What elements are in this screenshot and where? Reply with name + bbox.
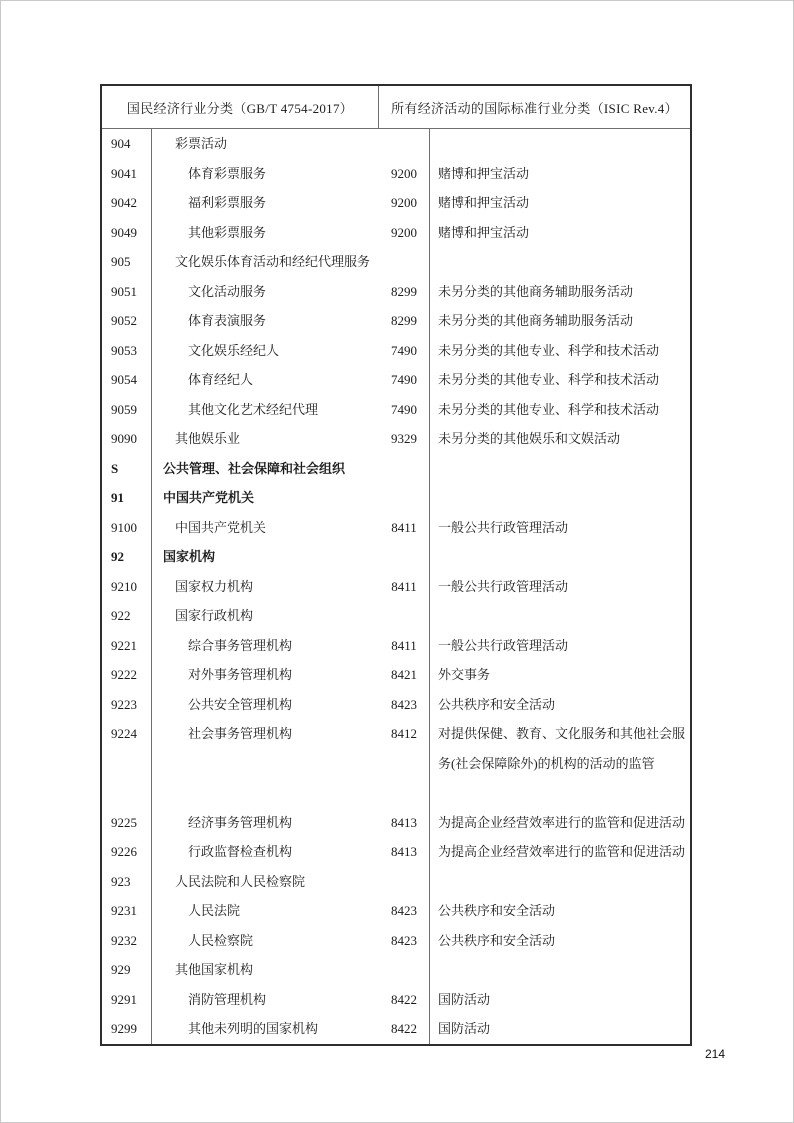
isic-name-cell: 未另分类的其他专业、科学和技术活动 <box>438 401 660 417</box>
isic-name-cell <box>430 867 690 897</box>
table-row <box>102 424 690 454</box>
gb-name-cell: 国家行政机构 <box>175 608 254 623</box>
gb-name-cell: 彩票活动 <box>175 136 228 151</box>
isic-name-cell: 赌博和押宝活动 <box>438 195 530 210</box>
table-row <box>102 513 690 543</box>
gb-code-cell: 9059 <box>102 395 152 425</box>
isic-code-cell <box>379 867 430 897</box>
gb-name-cell: 其他未列明的国家机构 <box>188 1021 319 1036</box>
isic-code-cell: 9200 <box>379 188 430 218</box>
table-row <box>102 896 690 926</box>
gb-code-cell: 9090 <box>102 424 152 454</box>
table-row <box>102 719 690 808</box>
gb-name-cell: 社会事务管理机构 <box>188 726 293 741</box>
gb-code-cell: 9051 <box>102 277 152 307</box>
table-row <box>102 985 690 1015</box>
table-row <box>102 837 690 867</box>
table-row <box>102 247 690 277</box>
table-row <box>102 926 690 956</box>
gb-name-cell: 公共安全管理机构 <box>188 696 293 712</box>
isic-name-cell <box>430 483 690 513</box>
isic-code-cell: 8411 <box>379 572 430 602</box>
isic-name-cell: 国防活动 <box>438 1021 491 1036</box>
gb-name-cell: 行政监督检查机构 <box>188 844 293 859</box>
table-row <box>102 129 690 159</box>
table-row <box>102 867 690 897</box>
isic-code-cell: 8299 <box>379 306 430 336</box>
table-row <box>102 188 690 218</box>
gb-name-cell: 对外事务管理机构 <box>188 667 293 682</box>
isic-code-cell <box>379 247 430 277</box>
table-row <box>102 690 690 720</box>
header-isic-classification: 所有经济活动的国际标准行业分类（ISIC Rev.4） <box>391 100 678 116</box>
table-row <box>102 542 690 572</box>
isic-code-cell <box>379 454 430 484</box>
gb-code-cell: 905 <box>102 247 152 277</box>
isic-name-cell: 外交事务 <box>438 667 491 682</box>
isic-name-cell: 一般公共行政管理活动 <box>438 578 569 594</box>
isic-name-cell: 未另分类的其他商务辅助服务活动 <box>438 283 634 299</box>
isic-code-cell: 8422 <box>379 1014 430 1044</box>
isic-code-cell: 8411 <box>379 631 430 661</box>
classification-table <box>100 84 692 1046</box>
gb-code-cell: 9210 <box>102 572 152 602</box>
isic-name-cell: 未另分类的其他商务辅助服务活动 <box>438 313 634 328</box>
gb-code-cell: 923 <box>102 867 152 897</box>
gb-code-cell: 9224 <box>102 719 152 808</box>
isic-code-cell: 8299 <box>379 277 430 307</box>
header-gbt-classification: 国民经济行业分类（GB/T 4754-2017） <box>102 86 379 128</box>
gb-code-cell: 9054 <box>102 365 152 395</box>
isic-name-cell: 公共秩序和安全活动 <box>438 903 556 918</box>
table-row <box>102 1014 690 1044</box>
gb-name-cell: 其他文化艺术经纪代理 <box>188 401 319 417</box>
table-row <box>102 572 690 602</box>
gb-code-cell: 9052 <box>102 306 152 336</box>
table-row <box>102 955 690 985</box>
table-row <box>102 483 690 513</box>
isic-code-cell: 7490 <box>379 395 430 425</box>
gb-name-cell: 其他彩票服务 <box>188 224 267 240</box>
gb-code-cell: 9225 <box>102 808 152 838</box>
table-row <box>102 159 690 189</box>
gb-name-cell: 体育表演服务 <box>188 313 267 328</box>
table-row <box>102 808 690 838</box>
isic-code-cell <box>379 129 430 159</box>
isic-code-cell: 8411 <box>379 513 430 543</box>
gb-name-cell: 中国共产党机关 <box>163 490 255 505</box>
gb-code-cell: 9053 <box>102 336 152 366</box>
gb-code-cell: 9226 <box>102 837 152 867</box>
gb-code-cell: 904 <box>102 129 152 159</box>
gb-name-cell: 文化娱乐经纪人 <box>188 342 280 358</box>
isic-code-cell <box>379 955 430 985</box>
gb-code-cell: 9232 <box>102 926 152 956</box>
gb-code-cell: 92 <box>102 542 152 572</box>
gb-code-cell: 9041 <box>102 159 152 189</box>
gb-code-cell: 9049 <box>102 218 152 248</box>
table-row <box>102 601 690 631</box>
isic-name-cell: 赌博和押宝活动 <box>438 165 530 181</box>
table-row <box>102 395 690 425</box>
gb-code-cell: 929 <box>102 955 152 985</box>
gb-code-cell: 9100 <box>102 513 152 543</box>
gb-code-cell: 9221 <box>102 631 152 661</box>
isic-name-cell: 未另分类的其他专业、科学和技术活动 <box>438 342 660 358</box>
table-row <box>102 454 690 484</box>
isic-code-cell <box>379 542 430 572</box>
gb-name-cell: 经济事务管理机构 <box>188 814 293 830</box>
gb-name-cell: 体育经纪人 <box>188 372 254 387</box>
table-row <box>102 306 690 336</box>
isic-name-cell <box>430 247 690 277</box>
isic-name-cell: 未另分类的其他娱乐和文娱活动 <box>438 431 621 446</box>
table-row <box>102 277 690 307</box>
gb-code-cell: 9231 <box>102 896 152 926</box>
isic-name-cell: 公共秩序和安全活动 <box>438 696 556 712</box>
table-row <box>102 336 690 366</box>
isic-name-cell: 未另分类的其他专业、科学和技术活动 <box>438 372 660 387</box>
gb-code-cell: 9223 <box>102 690 152 720</box>
isic-code-cell: 8423 <box>379 926 430 956</box>
gb-code-cell: 9299 <box>102 1014 152 1044</box>
table-row <box>102 218 690 248</box>
gb-code-cell: 9291 <box>102 985 152 1015</box>
gb-name-cell: 其他娱乐业 <box>175 431 241 446</box>
gb-name-cell: 福利彩票服务 <box>188 195 267 210</box>
gb-name-cell: 国家权力机构 <box>175 578 254 594</box>
gb-code-cell: 91 <box>102 483 152 513</box>
page-number: 214 <box>705 1047 726 1061</box>
isic-code-cell: 8423 <box>379 690 430 720</box>
isic-code-cell: 7490 <box>379 365 430 395</box>
isic-code-cell <box>379 483 430 513</box>
isic-name-cell: 一般公共行政管理活动 <box>438 637 569 653</box>
table-row <box>102 660 690 690</box>
gb-name-cell: 人民检察院 <box>188 932 254 948</box>
isic-name-cell: 为提高企业经营效率进行的监管和促进活动 <box>438 844 686 859</box>
isic-code-cell <box>379 601 430 631</box>
table-body <box>102 129 690 1044</box>
gb-name-cell: 公共管理、社会保障和社会组织 <box>163 460 346 476</box>
table-row <box>102 365 690 395</box>
isic-name-cell <box>430 542 690 572</box>
isic-name-cell <box>430 454 690 484</box>
gb-code-cell: S <box>102 454 152 484</box>
gb-code-cell: 9222 <box>102 660 152 690</box>
isic-name-cell: 为提高企业经营效率进行的监管和促进活动 <box>438 814 686 830</box>
gb-name-cell: 国家机构 <box>163 549 216 564</box>
isic-name-cell <box>430 955 690 985</box>
isic-name-cell <box>430 129 690 159</box>
gb-name-cell: 体育彩票服务 <box>188 165 267 181</box>
gb-code-cell: 922 <box>102 601 152 631</box>
gb-code-cell: 9042 <box>102 188 152 218</box>
gb-name-cell: 人民法院 <box>188 903 241 918</box>
table-header-row <box>102 86 690 129</box>
gb-name-cell: 综合事务管理机构 <box>188 637 293 653</box>
isic-name-cell: 对提供保健、教育、文化服务和其他社会服务(社会保障除外)的机构的活动的监管 <box>438 726 686 771</box>
isic-name-cell: 国防活动 <box>438 991 491 1007</box>
isic-code-cell: 9200 <box>379 159 430 189</box>
isic-code-cell: 9200 <box>379 218 430 248</box>
gb-name-cell: 中国共产党机关 <box>175 519 267 535</box>
isic-name-cell: 公共秩序和安全活动 <box>438 932 556 948</box>
isic-code-cell: 8413 <box>379 837 430 867</box>
gb-name-cell: 人民法院和人民检察院 <box>175 873 306 889</box>
isic-code-cell: 9329 <box>379 424 430 454</box>
isic-name-cell <box>430 601 690 631</box>
isic-code-cell: 7490 <box>379 336 430 366</box>
isic-code-cell: 8412 <box>379 719 430 808</box>
isic-name-cell: 一般公共行政管理活动 <box>438 519 569 535</box>
gb-name-cell: 其他国家机构 <box>175 962 254 977</box>
isic-name-cell: 赌博和押宝活动 <box>438 224 530 240</box>
isic-code-cell: 8421 <box>379 660 430 690</box>
isic-code-cell: 8422 <box>379 985 430 1015</box>
gb-name-cell: 文化活动服务 <box>188 283 267 299</box>
table-row <box>102 631 690 661</box>
isic-code-cell: 8423 <box>379 896 430 926</box>
gb-name-cell: 文化娱乐体育活动和经纪代理服务 <box>175 254 371 269</box>
isic-code-cell: 8413 <box>379 808 430 838</box>
gb-name-cell: 消防管理机构 <box>188 991 267 1007</box>
